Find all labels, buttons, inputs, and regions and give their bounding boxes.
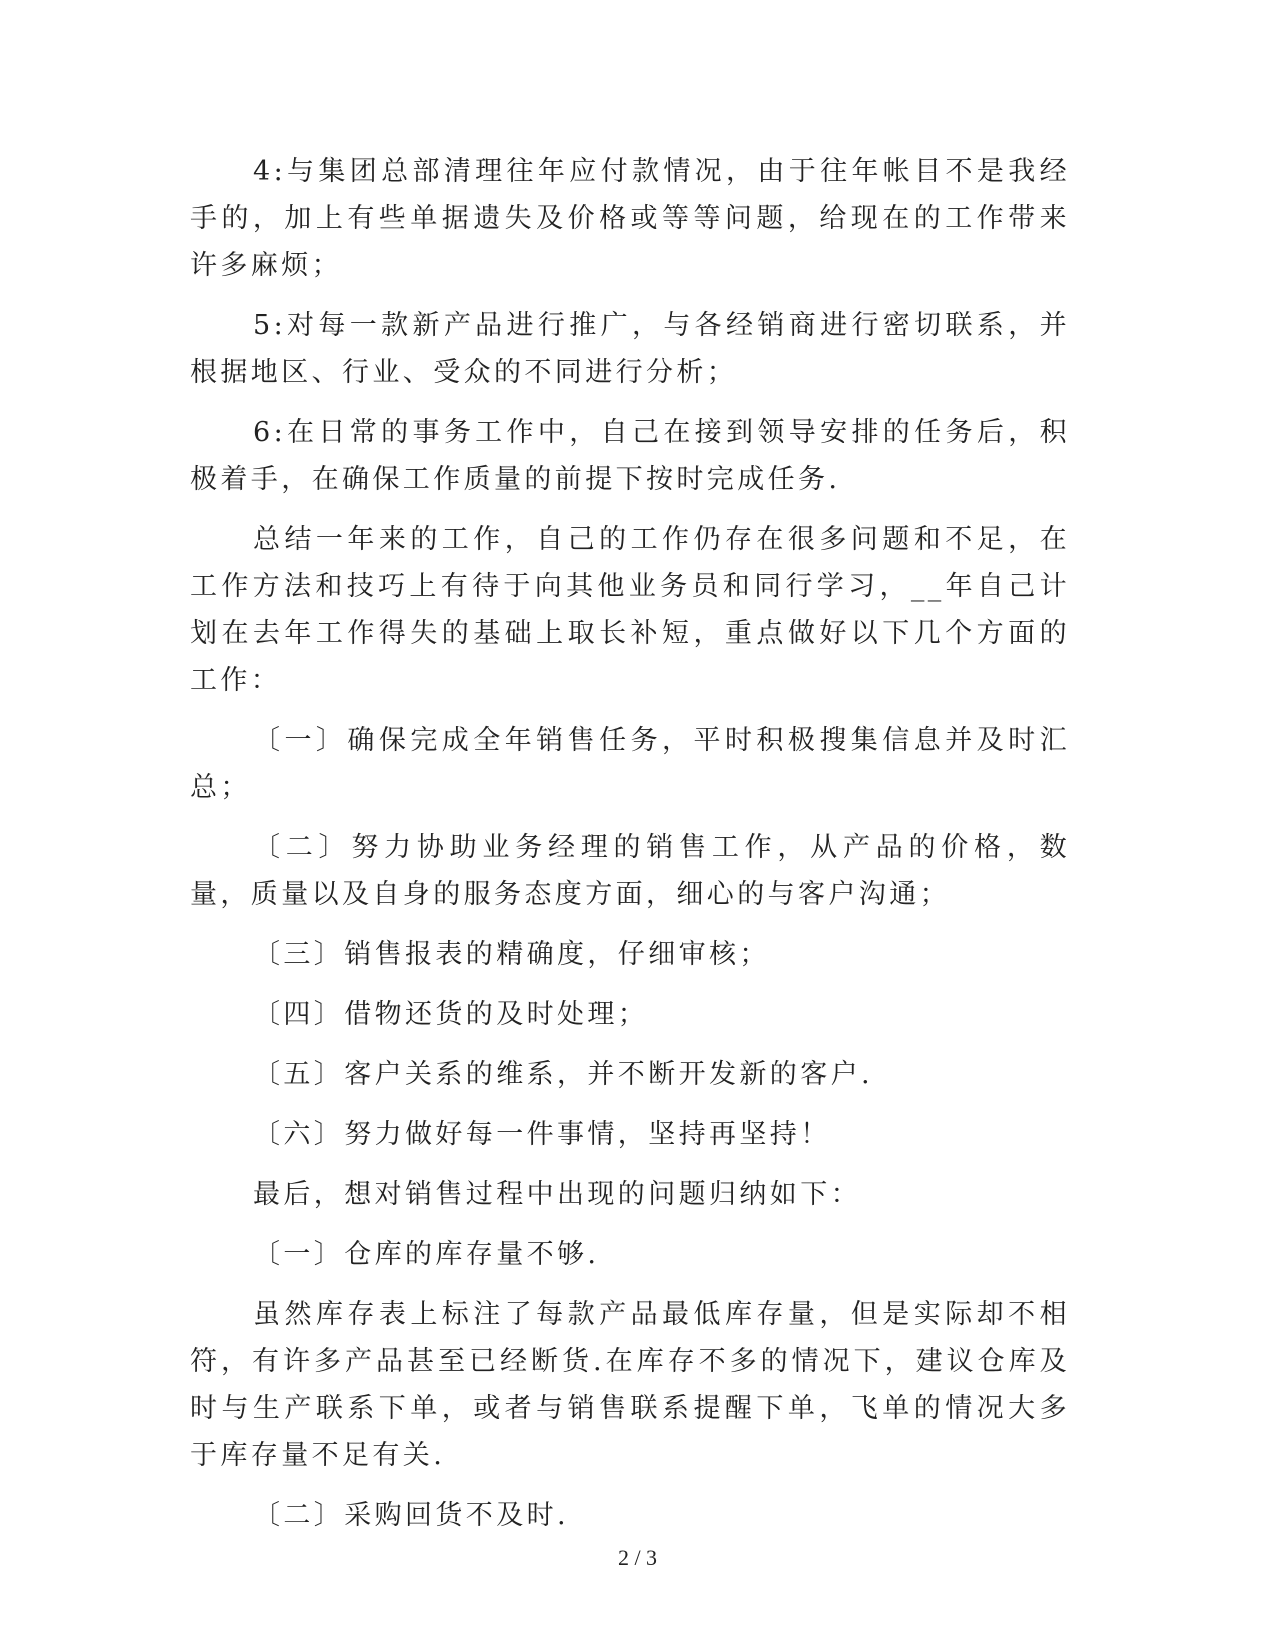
paragraph-item-5: 5:对每一款新产品进行推广，与各经销商进行密切联系，并根据地区、行业、受众的不同进行分析；: [190, 310, 1070, 388]
paragraph-problem-2: 〔二〕采购回货不及时.: [253, 1500, 569, 1531]
paragraph-summary: 总结一年来的工作，自己的工作仍存在很多问题和不足，在工作方法和技巧上有待于向其他业务员和同行学习，__年自己计划在去年工作得失的基础上取长补短，重点做好以下几个方面的工作：: [190, 524, 1070, 696]
paragraph-item-4: 4:与集团总部清理往年应付款情况，由于往年帐目不是我经手的，加上有些单据遗失及价格或等等问题，给现在的工作带来许多麻烦；: [190, 156, 1070, 281]
page-number: 2 / 3: [617, 1545, 658, 1570]
document-body: [190, 148, 1070, 1552]
paragraph-item-6: 6:在日常的事务工作中，自己在接到领导安排的任务后，积极着手，在确保工作质量的前提下按时完成任务.: [190, 417, 1070, 495]
paragraph-plan-3: 〔三〕销售报表的精确度，仔细审核；: [253, 939, 770, 970]
paragraph-plan-6: 〔六〕努力做好每一件事情，坚持再坚持！: [253, 1119, 831, 1150]
paragraph-plan-4: 〔四〕借物还货的及时处理；: [253, 999, 649, 1030]
paragraph-plan-1: 〔一〕确保完成全年销售任务，平时积极搜集信息并及时汇总；: [190, 725, 1070, 803]
paragraph-problem-1-detail: 虽然库存表上标注了每款产品最低库存量，但是实际却不相符，有许多产品甚至已经断货.在库存不多的情况下，建议仓库及时与生产联系下单，或者与销售联系提醒下单，飞单的情况大多于库存量不足有关.: [190, 1299, 1070, 1471]
paragraph-plan-2: 〔二〕努力协助业务经理的销售工作，从产品的价格，数量，质量以及自身的服务态度方面，细心的与客户沟通；: [190, 832, 1070, 910]
paragraph-plan-5: 〔五〕客户关系的维系，并不断开发新的客户.: [253, 1059, 873, 1090]
paragraph-problem-1: 〔一〕仓库的库存量不够.: [253, 1239, 600, 1270]
paragraph-problems-intro: 最后，想对销售过程中出现的问题归纳如下：: [253, 1179, 861, 1210]
